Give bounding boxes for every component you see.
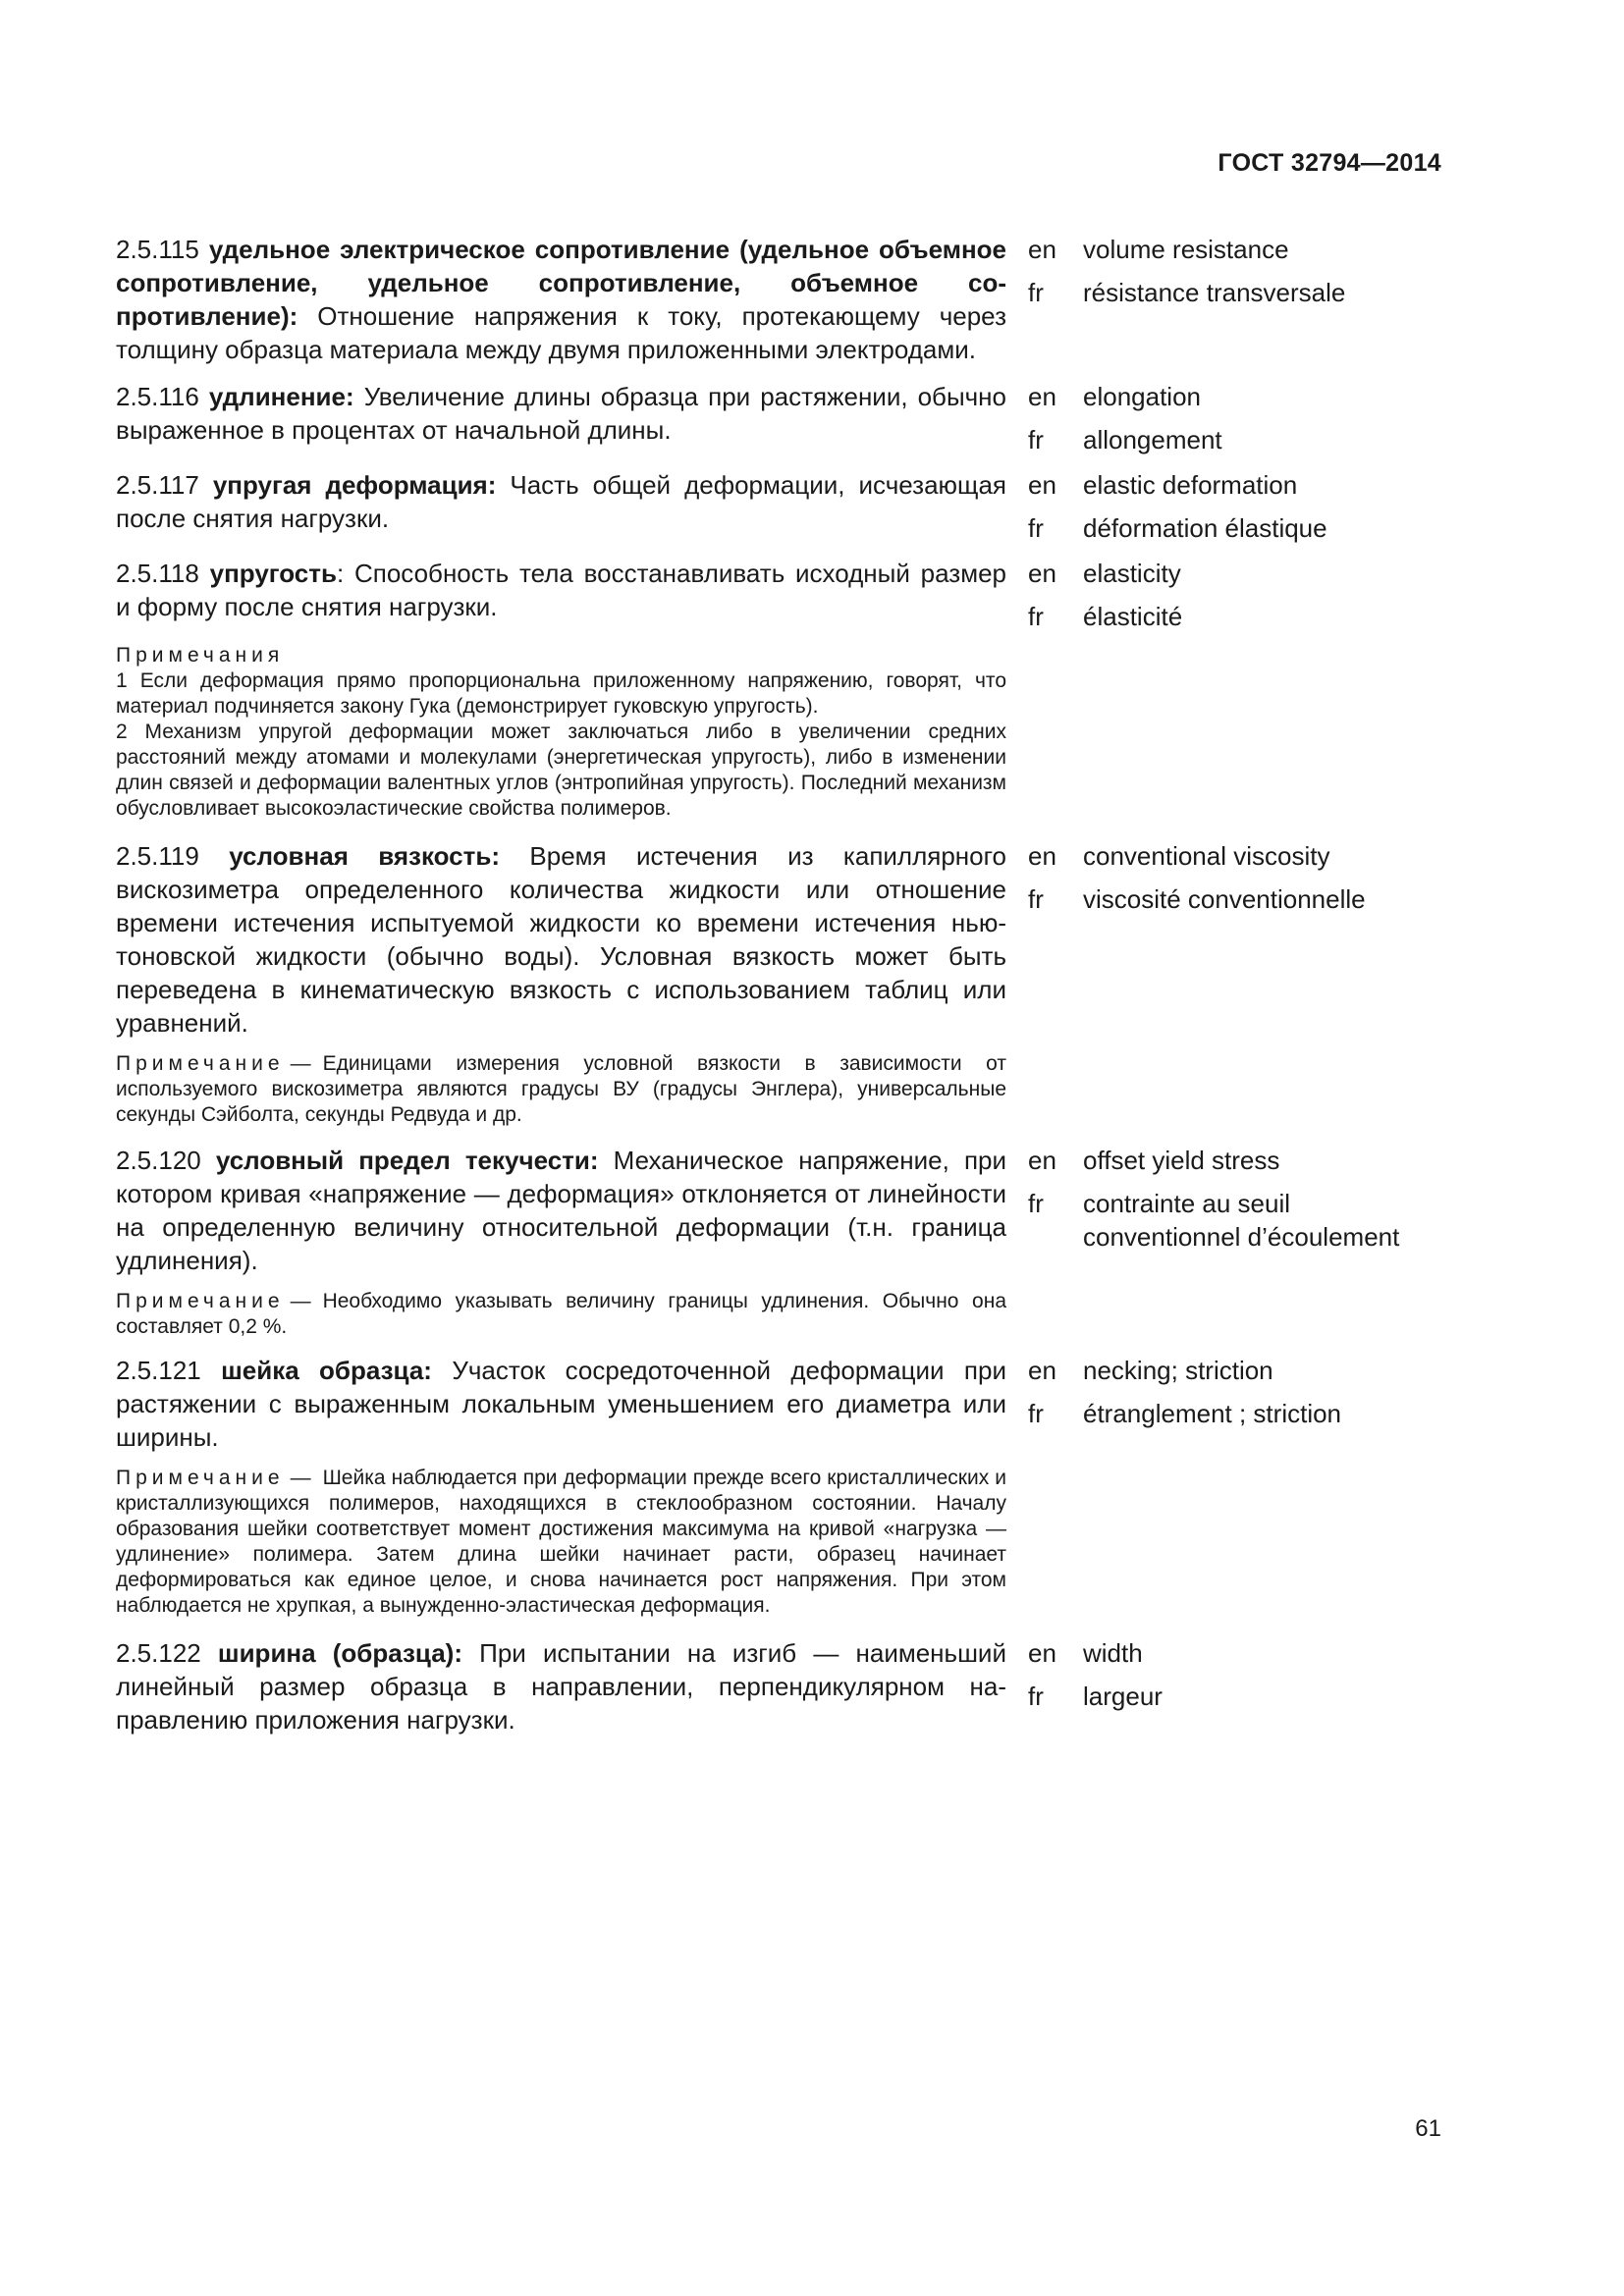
term-translations	[1028, 1636, 1441, 1713]
term-entry	[116, 468, 1441, 545]
term-fr: étranglement ; striction	[1083, 1399, 1342, 1428]
term-name: условная вязкость:	[229, 841, 501, 871]
term-entry	[116, 380, 1441, 456]
term-en: volume resistance	[1083, 235, 1289, 264]
term-en: width	[1083, 1638, 1143, 1668]
terms-content	[116, 233, 1441, 1736]
term-name: удельное электрическое сопротивление (удельное объемное сопротивление, удельное сопротивление, объемное сопротивление):	[116, 235, 1006, 331]
lang-code-en: en	[1028, 235, 1056, 264]
term-text: : Способность тела восстанавливать исходный размер и форму после снятия нагрузки.	[116, 559, 1006, 621]
term-translations	[1028, 557, 1441, 633]
lang-code-en: en	[1028, 559, 1056, 588]
term-translations	[1028, 1354, 1441, 1430]
term-entry	[116, 1636, 1441, 1736]
term-translations	[1028, 468, 1441, 545]
term-definition	[116, 1144, 1006, 1277]
term-number: 2.5.122	[116, 1638, 201, 1668]
term-number: 2.5.117	[116, 470, 199, 500]
term-fr: contrainte au seuil conventionnel d’écoulement	[1083, 1189, 1400, 1252]
term-number: 2.5.120	[116, 1146, 201, 1175]
note-item: 2 Механизм упругой деформации может заключаться либо в увеличении средних расстояний между атомами и молекулами (энергетическая упругость), либо в изменении длин связей и деформации валентных углов (энтропийная упругость). Последний механизм обусловливает высокоэластические свойства полимеров.	[116, 721, 1006, 820]
term-fr: allongement	[1083, 425, 1222, 454]
term-definition	[116, 1636, 1006, 1736]
note-dash: —	[290, 1467, 311, 1489]
term-name: удлинение:	[208, 382, 354, 411]
term-text: Отношение напряжения к току, протекающему через толщину образца материала между двумя приложенными электродами.	[116, 301, 1006, 364]
lang-code-fr: fr	[1028, 425, 1044, 454]
term-name: условный предел текучести:	[215, 1146, 599, 1175]
term-text: Часть общей деформации, исчезающая после снятия нагрузки.	[116, 470, 1006, 533]
lang-code-fr: fr	[1028, 1682, 1044, 1711]
lang-code-en: en	[1028, 470, 1056, 500]
term-text: Участок сосредоточенной деформации при растяжении с выраженным локальным уменьшением его диаметра или ширины.	[116, 1356, 1006, 1452]
term-fr: largeur	[1083, 1682, 1163, 1711]
lang-code-en: en	[1028, 382, 1056, 411]
term-definition	[116, 380, 1006, 447]
term-entry	[116, 557, 1441, 633]
term-definition	[116, 468, 1006, 535]
term-en: elongation	[1083, 382, 1201, 411]
term-number: 2.5.116	[116, 382, 199, 411]
term-translations	[1028, 380, 1441, 456]
lang-code-fr: fr	[1028, 602, 1044, 631]
notes-label: Примечания	[116, 644, 285, 667]
term-en: elastic deformation	[1083, 470, 1298, 500]
term-fr: déformation élastique	[1083, 513, 1327, 543]
term-fr: résistance transversale	[1083, 278, 1346, 307]
lang-code-fr: fr	[1028, 1399, 1044, 1428]
term-definition	[116, 233, 1006, 366]
term-note	[116, 1466, 1006, 1619]
term-number: 2.5.121	[116, 1356, 201, 1385]
term-translations	[1028, 839, 1441, 916]
term-definition	[116, 839, 1006, 1040]
term-text: При испытании на изгиб — наименьший линейный размер образца в направлении, перпендикулярном направлению приложения нагрузки.	[116, 1638, 1006, 1735]
note-label: Примечание	[116, 1052, 285, 1075]
term-definition	[116, 1354, 1006, 1454]
term-definition	[116, 557, 1006, 623]
term-fr: viscosité conventionnelle	[1083, 884, 1366, 914]
document-header: ГОСТ 32794—2014	[1218, 149, 1441, 177]
term-fr: élasticité	[1083, 602, 1183, 631]
note-dash: —	[290, 1052, 311, 1075]
term-number: 2.5.119	[116, 841, 199, 871]
note-text: Необходимо указывать величину границы удлинения. Обычно она составляет 0,2 %.	[116, 1290, 1006, 1338]
term-name: упругость	[209, 559, 337, 588]
term-text: Увеличение длины образца при растяжении, обычно выраженное в процентах от начальной длины.	[116, 382, 1007, 445]
note-text: Шейка наблюдается при деформации прежде всего кристаллических и кристаллизующихся полимеров, находящихся в стеклообразном состоянии. Началу образования шейки соответствует момент достижения максимума на кривой «нагрузка — удлинение» полимера. Затем длина шейки начинает расти, образец начинает деформироваться как единое целое, и снова начинается рост напряжения. При этом наблюдается не хрупкая, а вынужденно-эластическая деформация.	[116, 1467, 1006, 1617]
term-text: Время истечения из капиллярного вискозиметра определенного количества жидкости или отношение времени истечения испытуемой жидкости ко времени истечения ньютоновской жидкости (обычно воды). Условная вязкость может быть переведена в кинематическую вязкость с использованием таблиц или уравнений.	[116, 841, 1006, 1038]
term-text: Механическое напряжение, при котором кривая «напряжение — деформация» отклоняется от линейности на определенную величину относительной деформации (т.н. граница удлинения).	[116, 1146, 1007, 1275]
term-notes	[116, 643, 1006, 822]
term-entry	[116, 1144, 1441, 1277]
term-name: шейка образца:	[221, 1356, 432, 1385]
lang-code-fr: fr	[1028, 278, 1044, 307]
term-en: necking; striction	[1083, 1356, 1273, 1385]
term-number: 2.5.118	[116, 559, 199, 588]
note-label: Примечание	[116, 1467, 285, 1489]
lang-code-fr: fr	[1028, 1189, 1044, 1218]
lang-code-en: en	[1028, 841, 1056, 871]
note-item: 1 Если деформация прямо пропорциональна приложенному напряжению, говорят, что материал подчиняется закону Гука (демонстрирует гуковскую упругость).	[116, 669, 1006, 718]
term-name: упругая деформация:	[212, 470, 497, 500]
lang-code-fr: fr	[1028, 884, 1044, 914]
page-number: 61	[1415, 2115, 1441, 2142]
lang-code-fr: fr	[1028, 513, 1044, 543]
term-name: ширина (образца):	[217, 1638, 462, 1668]
term-en: offset yield stress	[1083, 1146, 1280, 1175]
lang-code-en: en	[1028, 1356, 1056, 1385]
lang-code-en: en	[1028, 1146, 1056, 1175]
term-note	[116, 1289, 1006, 1340]
term-translations	[1028, 233, 1441, 309]
term-en: elasticity	[1083, 559, 1181, 588]
lang-code-en: en	[1028, 1638, 1056, 1668]
note-dash: —	[290, 1290, 311, 1312]
term-translations	[1028, 1144, 1441, 1254]
term-note	[116, 1051, 1006, 1128]
note-label: Примечание	[116, 1290, 285, 1312]
term-en: conventional viscosity	[1083, 841, 1330, 871]
note-text: Единицами измерения условной вязкости в зависимости от используемого вискозиметра являются градусы ВУ (градусы Энглера), универсальные секунды Сэйболта, секунды Редвуда и др.	[116, 1052, 1006, 1126]
term-entry	[116, 1354, 1441, 1454]
term-entry	[116, 233, 1441, 366]
term-entry	[116, 839, 1441, 1040]
term-number: 2.5.115	[116, 235, 199, 264]
